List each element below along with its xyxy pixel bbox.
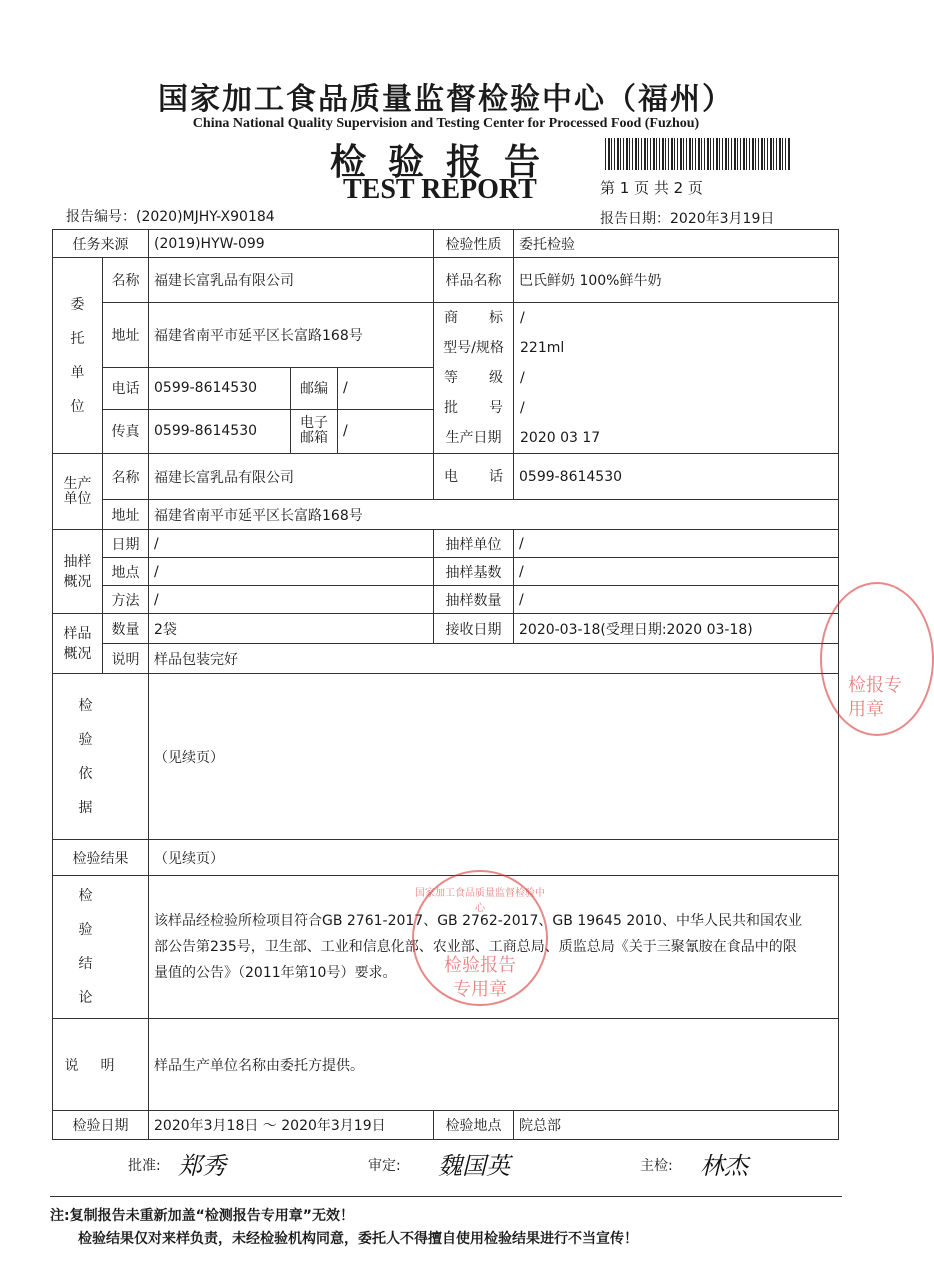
sampling-unit-label: 抽样单位 — [434, 530, 514, 558]
sample-qty-label: 数量 — [103, 614, 149, 644]
approve-signature: 郑秀 — [178, 1152, 226, 1180]
basis-label: 检验依据 — [53, 674, 149, 840]
check-label: 主检: — [640, 1158, 673, 1174]
batch-value: / — [520, 400, 525, 416]
producer-address: 福建省南平市延平区长富路168号 — [149, 500, 839, 530]
client-email-label: 电子邮箱 — [291, 409, 338, 453]
center-title-en: China National Quality Supervision and Testing Center for Processed Food (Fuzhou) — [192, 116, 700, 131]
sampling-quantity: / — [514, 586, 839, 614]
sample-desc: 样品包装完好 — [149, 644, 839, 674]
model-value: 221ml — [520, 340, 565, 356]
prod-date-label: 生产日期 — [445, 430, 502, 446]
prod-date-value: 2020 03 17 — [520, 430, 601, 446]
client-address-label: 地址 — [103, 303, 149, 368]
sample-name-label: 样品名称 — [434, 258, 514, 303]
producer-phone-label-b: 话 — [489, 468, 503, 485]
trademark-label-a: 商 — [444, 310, 458, 326]
client-postcode: / — [338, 368, 434, 410]
conclusion-value: 该样品经检验所检项目符合GB 2761-2017、GB 2762-2017、GB 19645 2010、中华人民共和国农业部公告第235号，卫生部、工业和信息化部、农业部、工商总局、质监总局《关于三聚氰胺在食品中的限量值的公告》（2011年第10号）要求。 — [149, 876, 839, 1019]
producer-name: 福建长富乳品有限公司 — [149, 454, 434, 500]
sampling-place: / — [149, 558, 434, 586]
inspection-location-label: 检验地点 — [434, 1111, 514, 1140]
sample-status-label: 样品概况 — [53, 614, 103, 674]
sampling-date-label: 日期 — [103, 530, 149, 558]
note-line-2: 检验结果仅对来样负责，未经检验机构同意，委托人不得擅自使用检验结果进行不当宣传！ — [78, 1231, 638, 1247]
batch-label-b: 号 — [489, 400, 503, 416]
task-source-value: (2019)HYW-099 — [149, 230, 434, 258]
report-title-cn: 检验报告 — [330, 142, 563, 183]
client-address: 福建省南平市延平区长富路168号 — [149, 303, 434, 368]
batch-label-a: 批 — [444, 400, 458, 416]
client-phone: 0599-8614530 — [149, 368, 291, 410]
remarks-value: 样品生产单位名称由委托方提供。 — [149, 1019, 839, 1111]
model-label: 型号/规格 — [443, 340, 504, 356]
client-name: 福建长富乳品有限公司 — [149, 258, 434, 303]
sample-qty: 2袋 — [149, 614, 434, 644]
report-title-en: TEST REPORT — [343, 174, 537, 205]
inspection-type-label: 检验性质 — [434, 230, 514, 258]
inspection-location: 院总部 — [514, 1111, 839, 1140]
client-phone-label: 电话 — [103, 368, 149, 410]
approve-label: 批准: — [128, 1158, 161, 1174]
trademark-label-b: 标 — [489, 310, 503, 326]
review-signature: 魏国英 — [438, 1152, 510, 1180]
side-seal-text: 检报专用章 — [848, 675, 902, 720]
producer-address-label: 地址 — [103, 500, 149, 530]
basis-value: （见续页） — [149, 674, 839, 840]
trademark-value: / — [520, 310, 525, 326]
sample-name: 巴氏鲜奶 100%鲜牛奶 — [514, 258, 839, 303]
sampling-quantity-label: 抽样数量 — [434, 586, 514, 614]
report-date: 报告日期：2020年3月19日 — [600, 211, 775, 227]
conclusion-label: 检验结论 — [53, 876, 149, 1019]
note-line-1: 注:复制报告未重新加盖“检测报告专用章”无效！ — [50, 1208, 354, 1224]
client-email: / — [338, 409, 434, 453]
client-fax: 0599-8614530 — [149, 409, 291, 453]
producer-name-label: 名称 — [103, 454, 149, 500]
inspection-type-value: 委托检验 — [514, 230, 839, 258]
sample-desc-label: 说明 — [103, 644, 149, 674]
result-value: （见续页） — [149, 840, 839, 876]
review-label: 审定: — [368, 1158, 401, 1174]
grade-label-b: 级 — [489, 370, 503, 386]
sample-values-cell — [514, 303, 839, 454]
barcode — [605, 138, 790, 170]
center-seal-stamp — [412, 870, 548, 1006]
producer-phone-label-cell — [434, 454, 514, 500]
side-seal-stamp — [820, 582, 934, 736]
result-label: 检验结果 — [53, 840, 149, 876]
sampling-base: / — [514, 558, 839, 586]
client-name-label: 名称 — [103, 258, 149, 303]
client-label: 委托单位 — [53, 258, 103, 454]
sampling-date: / — [149, 530, 434, 558]
client-fax-label: 传真 — [103, 409, 149, 453]
remarks-label: 说明 — [53, 1019, 149, 1111]
sampling-base-label: 抽样基数 — [434, 558, 514, 586]
receive-date: 2020-03-18(受理日期:2020 03-18) — [514, 614, 839, 644]
receive-date-label: 接收日期 — [434, 614, 514, 644]
sampling-unit: / — [514, 530, 839, 558]
seal-ring-text: 国家加工食品质量监督检验中心 — [415, 888, 545, 914]
sampling-label: 抽样概况 — [53, 530, 103, 614]
report-number: 报告编号：(2020)MJHY-X90184 — [66, 209, 275, 225]
producer-phone-label-a: 电 — [444, 468, 458, 485]
task-source-label: 任务来源 — [53, 230, 149, 258]
grade-value: / — [520, 370, 525, 386]
check-signature: 林杰 — [700, 1152, 748, 1180]
producer-label: 生产单位 — [53, 454, 103, 530]
footer-divider — [50, 1196, 842, 1197]
page-number: 第 1 页 共 2 页 — [600, 179, 703, 197]
sample-labels-cell — [434, 303, 514, 454]
grade-label-a: 等 — [444, 370, 458, 386]
inspection-date-label: 检验日期 — [53, 1111, 149, 1140]
center-title-cn: 国家加工食品质量监督检验中心（福州） — [158, 82, 734, 117]
sampling-method: / — [149, 586, 434, 614]
seal-center-text: 检验报告专用章 — [444, 955, 516, 1000]
report-table — [52, 229, 839, 1140]
client-postcode-label: 邮编 — [291, 368, 338, 410]
sampling-place-label: 地点 — [103, 558, 149, 586]
sampling-method-label: 方法 — [103, 586, 149, 614]
producer-phone: 0599-8614530 — [514, 454, 839, 500]
inspection-date-range: 2020年3月18日 ～ 2020年3月19日 — [149, 1111, 434, 1140]
